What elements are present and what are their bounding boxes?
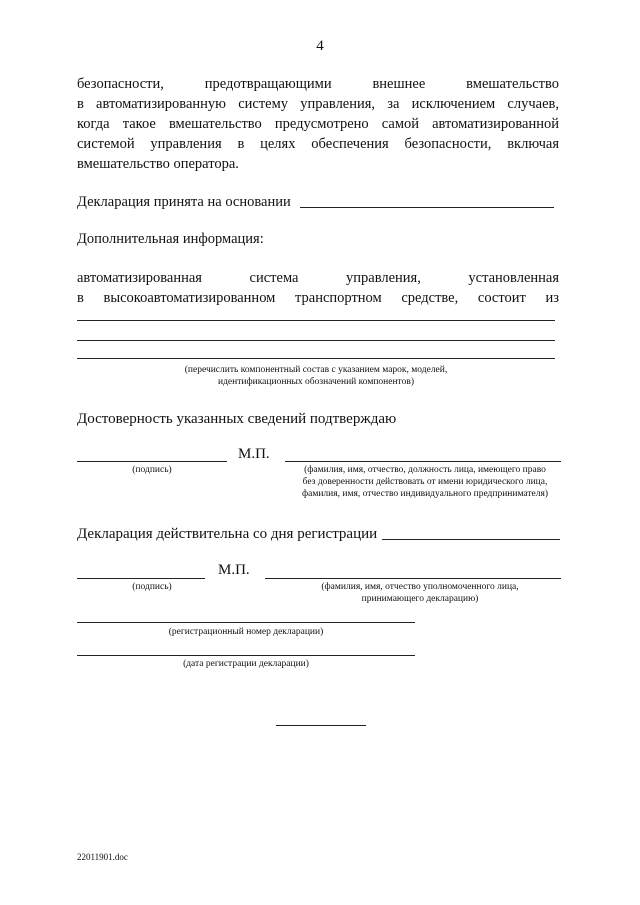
applicant-name-field[interactable] <box>285 461 561 462</box>
applicant-caption-3: фамилия, имя, отчество индивидуального предпринимателя) <box>301 489 549 499</box>
official-name-field[interactable] <box>265 578 561 579</box>
intro-line-1: безопасности, предотвращающими внешнее вмешательство <box>77 76 559 92</box>
components-field-1[interactable] <box>77 320 555 321</box>
components-line-1: автоматизированная система управления, установленная <box>77 270 559 286</box>
official-signature-field[interactable] <box>77 578 205 579</box>
intro-line-5: вмешательство оператора. <box>77 156 239 172</box>
reg-number-caption: (регистрационный номер декларации) <box>168 627 324 637</box>
intro-line-3: когда такое вмешательство предусмотрено самой автоматизированной <box>77 116 559 132</box>
components-field-2[interactable] <box>77 340 555 341</box>
intro-line-4: системой управления в целях обеспечения безопасности, включая <box>77 136 559 152</box>
file-name: 22011901.doc <box>77 852 128 862</box>
official-caption-2: принимающего декларацию) <box>361 594 479 604</box>
official-stamp-place-label: М.П. <box>218 562 250 578</box>
components-caption-1: (перечислить компонентный состав с указанием марок, моделей, <box>184 365 448 375</box>
page-number: 4 <box>316 38 324 54</box>
applicant-caption-1: (фамилия, имя, отчество, должность лица, имеющего право <box>304 465 546 475</box>
applicant-signature-caption: (подпись) <box>132 465 172 475</box>
additional-info-heading: Дополнительная информация: <box>77 231 264 247</box>
reg-date-field[interactable] <box>77 655 415 656</box>
confirm-text: Достоверность указанных сведений подтверждаю <box>77 411 397 427</box>
official-signature-caption: (подпись) <box>132 582 172 592</box>
valid-from-label: Декларация действительна со дня регистрации <box>77 526 378 542</box>
declaration-basis-field[interactable] <box>300 207 554 208</box>
declaration-basis-label: Декларация принята на основании <box>77 194 291 210</box>
components-line-2: в высокоавтоматизированном транспортном средстве, состоит из <box>77 290 559 306</box>
applicant-signature-field[interactable] <box>77 461 227 462</box>
reg-number-field[interactable] <box>77 622 415 623</box>
components-field-3[interactable] <box>77 358 555 359</box>
stamp-place-label: М.П. <box>238 446 270 462</box>
applicant-caption-2: без доверенности действовать от имени юридического лица, <box>302 477 548 487</box>
intro-line-2: в автоматизированную систему управления, за исключением случаев, <box>77 96 559 112</box>
reg-date-caption: (дата регистрации декларации) <box>183 659 309 669</box>
components-caption-2: идентификационных обозначений компонентов) <box>218 377 414 387</box>
official-caption-1: (фамилия, имя, отчество уполномоченного лица, <box>321 582 519 592</box>
valid-from-field[interactable] <box>382 539 560 540</box>
end-divider <box>276 725 366 726</box>
